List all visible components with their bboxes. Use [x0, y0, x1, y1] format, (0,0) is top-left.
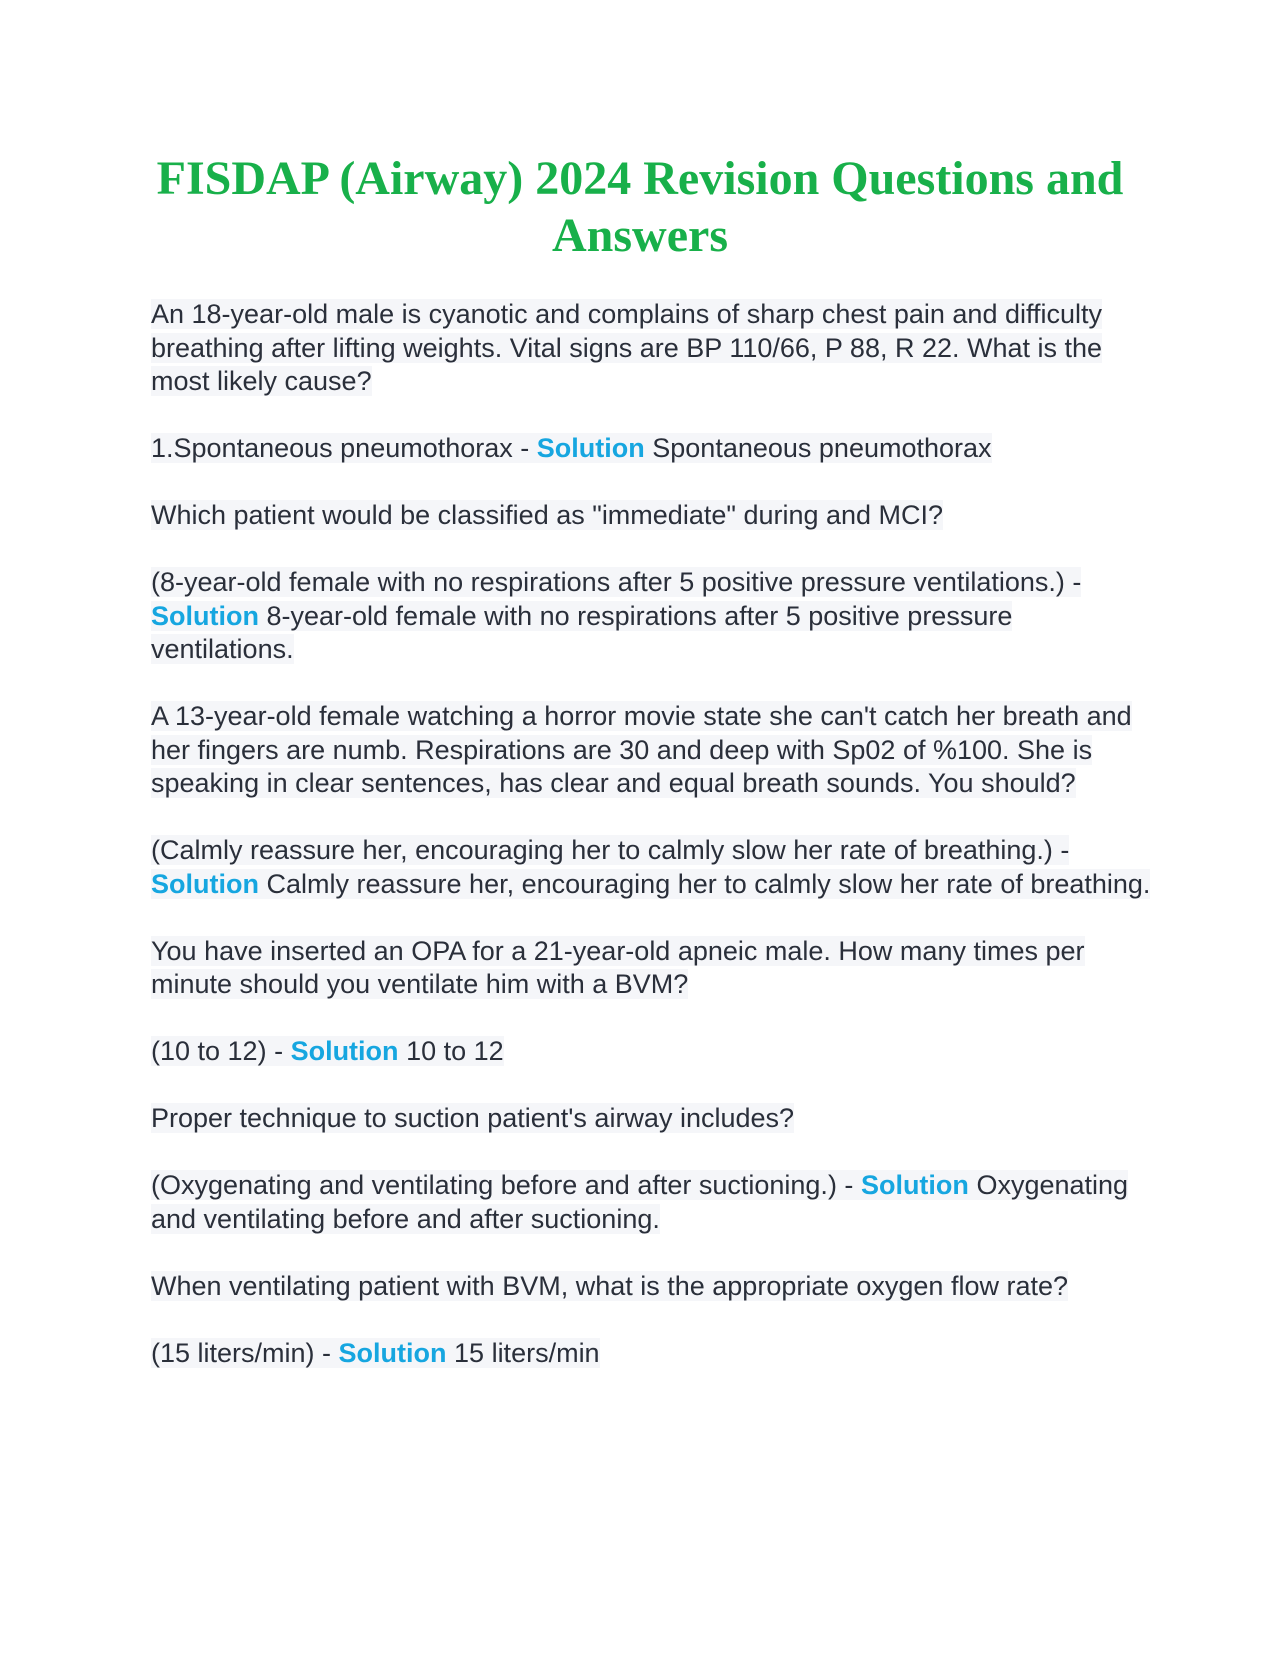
answer-spacer — [447, 1338, 455, 1368]
answer-paragraph — [151, 1337, 1151, 1371]
answer-prefix: (8-year-old female with no respirations after 5 positive pressure ventilations.) - — [151, 567, 1082, 597]
answer-text: 15 liters/min — [454, 1337, 600, 1368]
answer-paragraph — [151, 432, 1151, 466]
question-paragraph — [151, 1102, 1151, 1136]
solution-label: Solution — [151, 600, 259, 631]
answer-spacer — [259, 601, 267, 631]
question-paragraph — [151, 935, 1151, 1002]
question-text: A 13-year-old female watching a horror movie state she can't catch her breath and her fingers are numb. Respirations are 30 and deep with Sp02 of %100. She is speaking in clear sentences, has clear and equal breath sounds. You should? — [151, 701, 1132, 798]
question-text: Proper technique to suction patient's airway includes? — [151, 1103, 795, 1133]
answer-prefix: (15 liters/min) - — [151, 1337, 339, 1368]
document-title: FISDAP (Airway) 2024 Revision Questions and Answers — [156, 152, 1124, 262]
answer-paragraph — [151, 1169, 1151, 1236]
question-text: Which patient would be classified as "immediate" during and MCI? — [151, 500, 944, 530]
answer-prefix: (10 to 12) - — [151, 1036, 291, 1066]
answer-text: 8-year-old female with no respirations after 5 positive pressure ventilations. — [151, 600, 1013, 664]
qa-content — [151, 298, 1151, 1404]
solution-label: Solution — [536, 433, 645, 463]
solution-label: Solution — [290, 1036, 399, 1066]
answer-paragraph — [151, 834, 1151, 901]
solution-label: Solution — [151, 868, 259, 899]
answer-text: Calmly reassure her, encouraging her to calmly slow her rate of breathing. — [266, 868, 1151, 899]
question-paragraph — [151, 1270, 1151, 1304]
solution-label: Solution — [860, 1170, 969, 1200]
answer-spacer — [399, 1036, 407, 1066]
question-paragraph — [151, 700, 1151, 801]
solution-label: Solution — [338, 1337, 447, 1368]
question-paragraph — [151, 298, 1151, 399]
question-paragraph — [151, 499, 1151, 533]
answer-spacer — [259, 869, 267, 899]
answer-paragraph — [151, 1035, 1151, 1069]
answer-text: Oxygenating and ventilating before and after suctioning. — [151, 1170, 1129, 1234]
answer-text: 10 to 12 — [406, 1036, 504, 1066]
question-text: When ventilating patient with BVM, what is the appropriate oxygen flow rate? — [151, 1270, 1068, 1301]
answer-prefix: (Calmly reassure her, encouraging her to calmly slow her rate of breathing.) - — [151, 835, 1070, 865]
question-text: You have inserted an OPA for a 21-year-old apneic male. How many times per minute should you ventilate him with a BVM? — [151, 935, 1085, 999]
question-text: An 18-year-old male is cyanotic and complains of sharp chest pain and difficulty breathing after lifting weights. Vital signs are BP 110/66, P 88, R 22. What is the most likely cause? — [151, 299, 1103, 396]
answer-paragraph — [151, 566, 1151, 667]
answer-prefix: (Oxygenating and ventilating before and after suctioning.) - — [151, 1170, 861, 1200]
answer-text: Spontaneous pneumothorax — [652, 433, 992, 463]
answer-prefix: 1.Spontaneous pneumothorax - — [151, 433, 537, 463]
